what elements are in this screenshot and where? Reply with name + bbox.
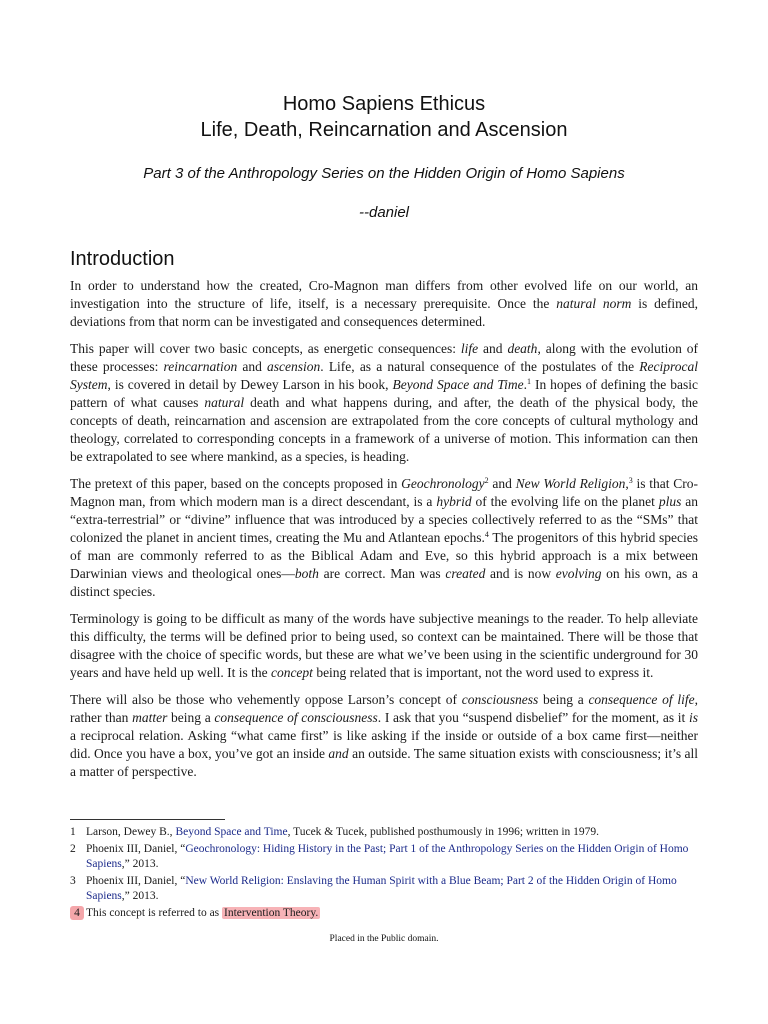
paragraph bbox=[70, 691, 698, 781]
footnote-item bbox=[70, 842, 698, 872]
paragraph-text: The progenitors of this hybrid species of man are commonly referred to as the Biblical Adam and Eve, so this hybrid approach is a mix between Darwinian views and theological ones— bbox=[70, 530, 698, 581]
emphasis-text: is bbox=[688, 710, 698, 725]
paragraph bbox=[70, 277, 698, 331]
paragraph-text: being related that is important, not the word used to express it. bbox=[312, 665, 654, 680]
paragraph-text: on his own, as a distinct species. bbox=[70, 566, 698, 599]
emphasis-text: Beyond Space and Time bbox=[392, 377, 524, 392]
emphasis-text: life bbox=[460, 341, 479, 356]
footnote-ref[interactable]: 3 bbox=[628, 476, 633, 485]
emphasis-text: created bbox=[445, 566, 486, 581]
paragraph-text: In hopes of defining the basic pattern of what causes bbox=[70, 377, 698, 410]
paragraph bbox=[70, 475, 698, 601]
footnote-number: 3 bbox=[70, 875, 76, 887]
footnote-ref[interactable]: 4 bbox=[484, 530, 489, 539]
paragraph-text: and bbox=[478, 341, 508, 356]
emphasis-text: Reciprocal System bbox=[70, 359, 698, 392]
footnote-text: , Tucek & Tucek, published posthumously in 1996; written in 1979. bbox=[287, 826, 600, 838]
emphasis-text: natural bbox=[204, 395, 245, 410]
footnote-divider bbox=[70, 819, 225, 820]
footnote-ref[interactable]: 1 bbox=[527, 377, 531, 386]
footnote-number: 2 bbox=[70, 843, 76, 855]
paragraph-text: an “extra-terrestrial” or “divine” influence that was introduced by a species collectively referred to as the “SMs” that colonized the planet in ancient times, creating the Mu and Atlantean epochs. bbox=[70, 494, 698, 545]
footnote-item bbox=[70, 906, 698, 921]
footnote-item bbox=[70, 825, 698, 840]
paragraph-text: an outside. The same situation exists with consciousness; it’s all a matter of perspective. bbox=[70, 746, 698, 779]
emphasis-text: natural norm bbox=[556, 296, 632, 311]
paragraph-text: and is now bbox=[485, 566, 556, 581]
footnote-link[interactable]: Geochronology: Hiding History in the Past; Part 1 of the Anthropology Series on the Hidden Origin of Homo Sapiens bbox=[86, 843, 689, 870]
paragraph-text: In order to understand how the created, Cro-Magnon man differs from other evolved life on our world, an investigation into the structure of life, itself, is a necessary prerequisite. Once the bbox=[70, 278, 698, 311]
paragraph-text: . Life, as a natural consequence of the postulates of the bbox=[320, 359, 640, 374]
paragraph-text: . bbox=[523, 377, 527, 392]
page-footer: Placed in the Public domain. bbox=[329, 934, 439, 944]
footnotes bbox=[70, 825, 698, 923]
emphasis-text: consequence of life bbox=[588, 692, 695, 707]
footnote-text: ,” 2013. bbox=[121, 890, 159, 902]
emphasis-text: matter bbox=[132, 710, 168, 725]
emphasis-text: and bbox=[328, 746, 349, 761]
highlighted-term: Intervention Theory. bbox=[224, 907, 319, 919]
footnote-link[interactable]: Beyond Space and Time bbox=[175, 826, 288, 838]
document-subtitle: Part 3 of the Anthropology Series on the Hidden Origin of Homo Sapiens bbox=[143, 165, 625, 182]
paragraph bbox=[70, 340, 698, 466]
paragraph-text: are correct. Man was bbox=[318, 566, 446, 581]
paragraph-text: , rather than bbox=[70, 692, 698, 725]
paragraph-text: being a bbox=[538, 692, 589, 707]
emphasis-text: plus bbox=[658, 494, 682, 509]
paragraph-text: being a bbox=[167, 710, 215, 725]
emphasis-text: consequence of consciousness bbox=[214, 710, 378, 725]
paragraph-text: of the evolving life on the planet bbox=[471, 494, 659, 509]
footnote-text: Phoenix III, Daniel, “ bbox=[86, 875, 186, 887]
footnote-item bbox=[70, 874, 698, 904]
paragraph-text: There will also be those who vehemently oppose Larson’s concept of bbox=[70, 692, 462, 707]
paragraph-text: , is covered in detail by Dewey Larson in his book, bbox=[107, 377, 393, 392]
document-author: --daniel bbox=[358, 204, 410, 221]
emphasis-text: ascension bbox=[267, 359, 321, 374]
footnote-number: 4 bbox=[70, 906, 84, 920]
paragraph-text: , along with the evolution of these processes: bbox=[70, 341, 698, 374]
emphasis-text: Geochronology bbox=[401, 476, 485, 491]
emphasis-text: evolving bbox=[555, 566, 602, 581]
paragraph-text: , bbox=[625, 476, 629, 491]
paragraph-text: Terminology is going to be difficult as many of the words have subjective meanings to the reader. To help alleviate this difficulty, the terms will be defined prior to being used, so context can be maintained. There will be those that disagree with the choice of specific words, but these are what we’ve been using in the scientific underground for 30 years and have held up well. It is the bbox=[70, 611, 698, 680]
body-text bbox=[70, 277, 698, 790]
emphasis-text: death bbox=[507, 341, 538, 356]
paragraph-text: death and what happens during, and after, the death of the physical body, the concepts of death, reincarnation and ascension are extrapolated from the core concepts of cultural mythology and theology, correlated to corresponding concepts in a framework of a universe of motion. This information can then be extrapolated to see where mankind, as a species, is heading. bbox=[70, 395, 698, 464]
paragraph-text: This paper will cover two basic concepts, as energetic consequences: bbox=[70, 341, 461, 356]
paragraph-text: and bbox=[237, 359, 268, 374]
footnote-text: Phoenix III, Daniel, “ bbox=[86, 843, 186, 855]
document-title-line1: Homo Sapiens Ethicus bbox=[282, 93, 486, 115]
document-title-line2: Life, Death, Reincarnation and Ascension bbox=[200, 119, 568, 141]
footnote-link[interactable]: New World Religion: Enslaving the Human Spirit with a Blue Beam; Part 2 of the Hidden Origin of Homo Sapiens bbox=[86, 875, 677, 902]
footnote-text: ,” 2013. bbox=[121, 858, 159, 870]
emphasis-text: concept bbox=[270, 665, 313, 680]
paragraph-text: The pretext of this paper, based on the concepts proposed in bbox=[70, 476, 402, 491]
paragraph-text: . I ask that you “suspend disbelief” for the moment, as it bbox=[377, 710, 689, 725]
footnote-number: 1 bbox=[70, 826, 76, 838]
paragraph-text: is defined, deviations from that norm can be investigated and consequences determined. bbox=[70, 296, 699, 329]
emphasis-text: New World Religion bbox=[515, 476, 626, 491]
emphasis-text: consciousness bbox=[461, 692, 539, 707]
paragraph bbox=[70, 610, 698, 682]
paragraph-text: is that Cro-Magnon man, from which modern man is a direct descendant, is a bbox=[70, 476, 698, 509]
emphasis-text: hybrid bbox=[436, 494, 472, 509]
paragraph-text: a reciprocal relation. Asking “what came first” is like asking if the inside or outside of a box came first—neither did. Once you have a box, you’ve got an inside bbox=[70, 728, 698, 761]
section-heading: Introduction bbox=[70, 248, 175, 270]
paragraph-text: and bbox=[488, 476, 516, 491]
footnote-text: Larson, Dewey B., bbox=[86, 826, 176, 838]
footnote-text: This concept is referred to as bbox=[86, 907, 223, 919]
emphasis-text: reincarnation bbox=[163, 359, 238, 374]
emphasis-text: both bbox=[294, 566, 319, 581]
footnote-ref[interactable]: 2 bbox=[484, 476, 489, 485]
